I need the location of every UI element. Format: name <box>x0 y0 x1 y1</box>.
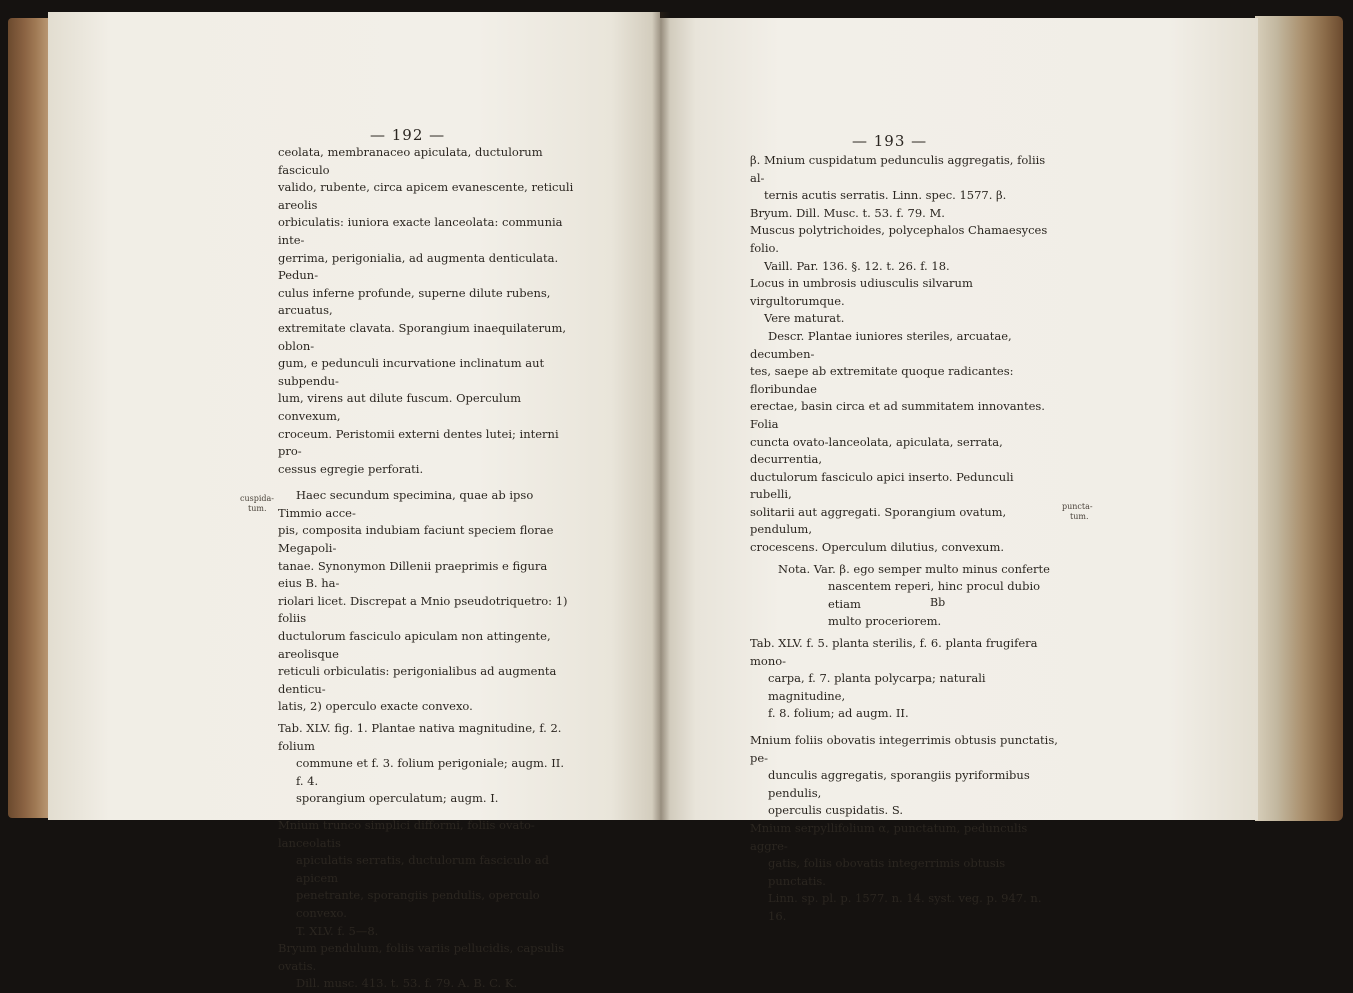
text-line: cessus egregie perforati. <box>278 461 424 476</box>
text-line: Vaill. Par. 136. §. 12. t. 26. f. 18. <box>764 258 950 273</box>
nota-line: Nota. Var. β. ego semper multo minus conferte <box>778 561 1050 576</box>
text-line: pis, composita indubiam faciunt speciem florae Megapoli- <box>278 523 554 556</box>
book-page-edges-right <box>1255 16 1343 821</box>
margin-note-line: tum. <box>1070 512 1089 521</box>
mnium-line: gatis, foliis obovatis integerrimis obtusis punctatis. <box>768 856 1006 888</box>
text-line: ceolata, membranaceo apiculata, ductulorum fasciculo <box>278 145 543 177</box>
mnium-line: Mnium foliis obovatis integerrimis obtusis punctatis, pe- <box>750 733 1058 765</box>
mnium-line: T. XLV. f. 5—8. <box>296 923 379 938</box>
text-line: extremitate clavata. Sporangium inaequilaterum, oblon- <box>278 320 567 353</box>
mnium-line: operculis cuspidatis. S. <box>768 803 903 818</box>
nota-line: nascentem reperi, hinc procul dubio etiam <box>828 579 1041 611</box>
nota-line: multo proceriorem. <box>828 614 942 629</box>
text-line: Muscus polytrichoides, polycephalos Chamaesyces folio. <box>750 223 1048 255</box>
bryum-line: Dill. musc. 413. t. 53. f. 79. A. B. C. K. <box>296 976 518 991</box>
text-line: orbiculatis: iuniora exacte lanceolata: communia inte- <box>278 215 563 247</box>
margin-note-line: tum. <box>248 504 267 513</box>
tab-line: f. 8. folium; ad augm. II. <box>768 706 909 721</box>
text-line: Locus in umbrosis udiusculis silvarum virgultorumque. <box>750 276 973 308</box>
mnium-line: dunculis aggregatis, sporangiis pyriformibus pendulis, <box>768 768 1030 800</box>
text-line: culus inferne profunde, superne dilute rubens, arcuatus, <box>278 285 551 318</box>
text-line: reticuli orbiculatis: perigonialibus ad augmenta denticu- <box>278 664 557 696</box>
right-page-number: — 193 — <box>852 132 928 150</box>
book-gutter <box>652 12 670 820</box>
text-line: ternis acutis serratis. Linn. spec. 1577. β. <box>764 188 1007 203</box>
signature-mark: Bb <box>930 596 946 609</box>
bryum-line: Bryum pendulum, foliis variis pellucidis, capsulis ovatis. <box>278 941 565 973</box>
mnium-line: apiculatis serratis, ductulorum fasciculo ad apicem <box>296 853 549 885</box>
left-page-number: — 192 — <box>370 126 446 144</box>
text-line: valido, rubente, circa apicem evanescente, reticuli areolis <box>278 180 574 212</box>
tab-line: commune et f. 3. folium perigoniale; augm. II. f. 4. <box>296 756 564 788</box>
text-line: Vere maturat. <box>764 311 845 326</box>
text-line: crocescens. Operculum dilutius, convexum. <box>750 540 1005 555</box>
text-line: Descr. Plantae iuniores steriles, arcuatae, decumben- <box>750 328 1012 361</box>
tab-line: Tab. XLV. fig. 1. Plantae nativa magnitudine, f. 2. folium <box>278 721 562 753</box>
margin-note-line: cuspida- <box>240 494 275 503</box>
text-line: solitarii aut aggregati. Sporangium ovatum, pendulum, <box>750 504 1007 537</box>
right-text-column <box>750 152 1058 926</box>
tab-line: Tab. XLV. f. 5. planta sterilis, f. 6. planta frugifera mono- <box>750 636 1038 668</box>
text-line: β. Mnium cuspidatum pedunculis aggregatis, foliis al- <box>750 153 1046 185</box>
mnium-line: Mnium trunco simplici difformi, foliis ovato-lanceolatis <box>278 817 535 850</box>
text-line: riolari licet. Discrepat a Mnio pseudotriquetro: 1) foliis <box>278 593 568 626</box>
book-cover-left-edge <box>8 18 48 818</box>
text-line: croceum. Peristomii externi dentes lutei; interni pro- <box>278 426 559 459</box>
text-line: erectae, basin circa et ad summitatem innovantes. Folia <box>750 399 1045 431</box>
margin-note-line: puncta- <box>1062 502 1093 511</box>
text-line: lum, virens aut dilute fuscum. Operculum convexum, <box>278 391 522 423</box>
mnium-line: Linn. sp. pl. p. 1577. n. 14. syst. veg. p. 947. n. 16. <box>768 891 1042 923</box>
text-line: cuncta ovato-lanceolata, apiculata, serrata, decurrentia, <box>750 434 1003 467</box>
text-line: gerrima, perigonialia, ad augmenta denticulata. Pedun- <box>278 250 559 283</box>
left-text-column <box>278 144 574 993</box>
text-line: tes, saepe ab extremitate quoque radicantes: floribundae <box>750 364 1014 396</box>
text-line: ductulorum fasciculo apiculam non attingente, areolisque <box>278 629 551 661</box>
text-line: Bryum. Dill. Musc. t. 53. f. 79. M. <box>750 205 945 220</box>
mnium-line: penetrante, sporangiis pendulis, operculo convexo. <box>296 888 540 920</box>
text-line: gum, e pedunculi incurvatione inclinatum aut subpendu- <box>278 356 545 388</box>
text-line: Haec secundum specimina, quae ab ipso Timmio acce- <box>278 488 534 520</box>
right-margin-note <box>1062 502 1093 522</box>
left-margin-note <box>240 494 274 514</box>
mnium-line: Mnium serpyllifolium α, punctatum, pedunculis aggre- <box>750 820 1028 853</box>
text-line: ductulorum fasciculo apici inserto. Pedunculi rubelli, <box>750 469 1014 502</box>
tab-line: sporangium operculatum; augm. I. <box>296 791 499 806</box>
text-line: tanae. Synonymon Dillenii praeprimis e figura eius B. ha- <box>278 558 548 591</box>
tab-line: carpa, f. 7. planta polycarpa; naturali magnitudine, <box>768 671 986 703</box>
text-line: latis, 2) operculo exacte convexo. <box>278 699 473 714</box>
